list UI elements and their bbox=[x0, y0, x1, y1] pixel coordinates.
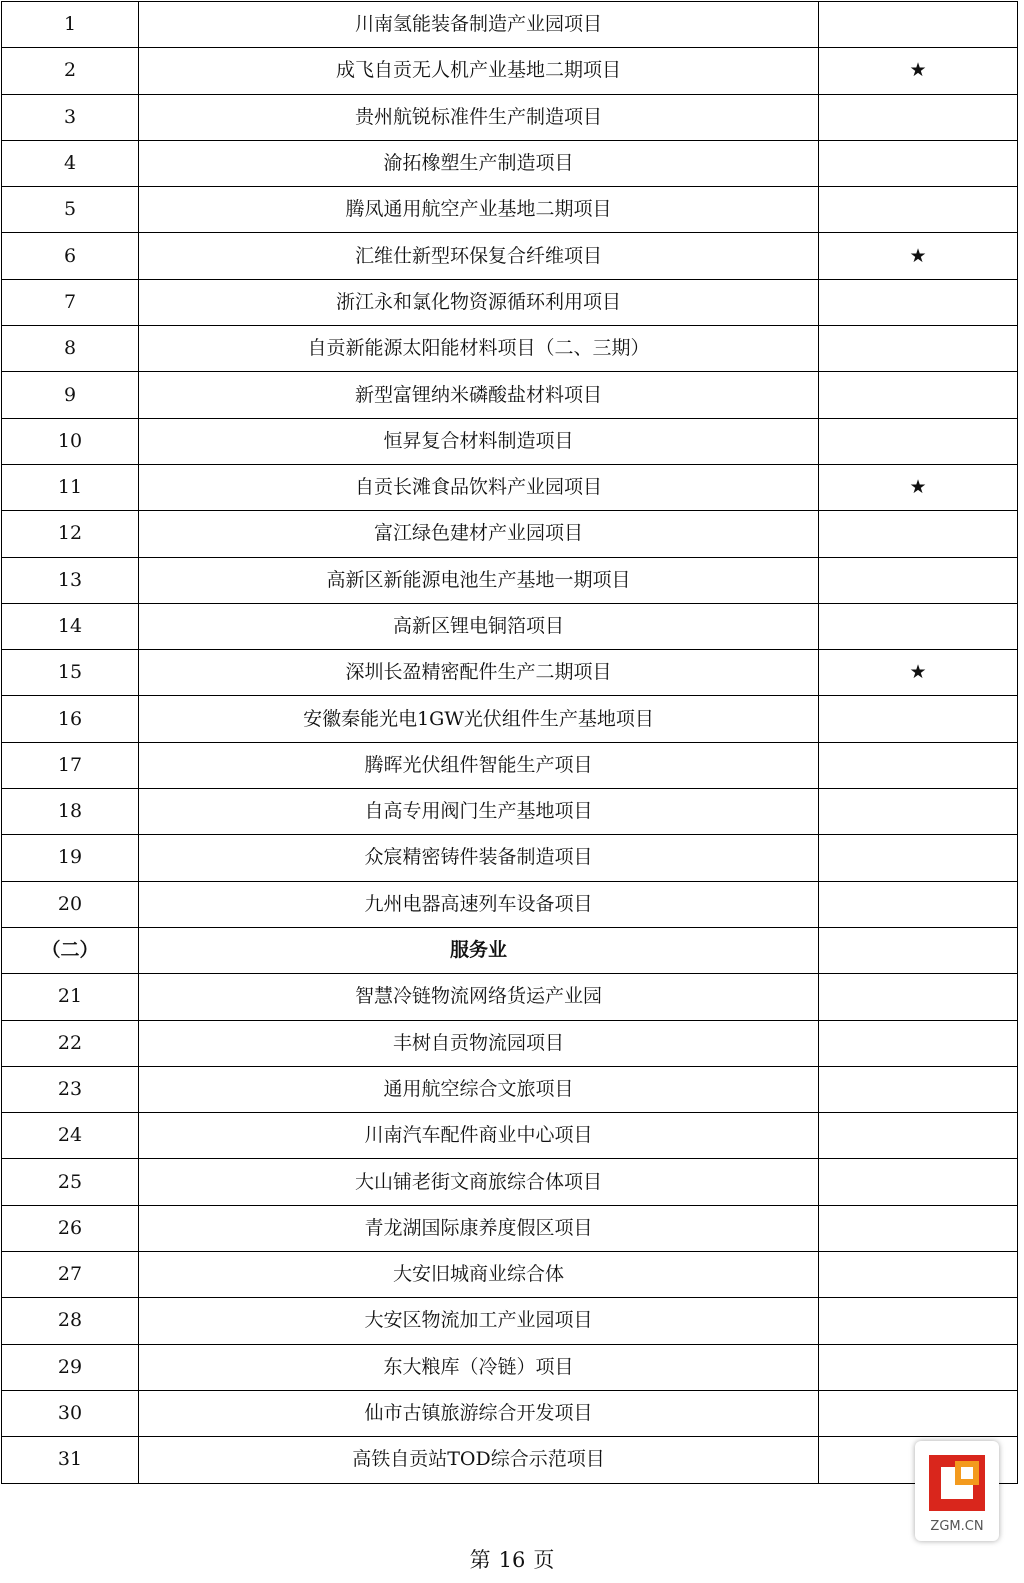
row-number: 19 bbox=[2, 835, 139, 881]
table-row bbox=[2, 1159, 1018, 1205]
star-mark bbox=[819, 372, 1018, 418]
star-mark: ★ bbox=[819, 650, 1018, 696]
star-mark bbox=[819, 2, 1018, 48]
table-row bbox=[2, 789, 1018, 835]
row-number: 5 bbox=[2, 187, 139, 233]
project-name: 腾晖光伏组件智能生产项目 bbox=[139, 742, 819, 788]
row-number: 29 bbox=[2, 1344, 139, 1390]
project-name: 川南汽车配件商业中心项目 bbox=[139, 1113, 819, 1159]
star-mark bbox=[819, 1159, 1018, 1205]
table-row bbox=[2, 48, 1018, 94]
page-prefix: 第 bbox=[469, 1548, 491, 1572]
table-row bbox=[2, 742, 1018, 788]
project-name: 智慧冷链物流网络货运产业园 bbox=[139, 974, 819, 1020]
star-mark bbox=[819, 511, 1018, 557]
star-mark bbox=[819, 1298, 1018, 1344]
project-name: 自贡新能源太阳能材料项目（二、三期） bbox=[139, 326, 819, 372]
project-name: 大安区物流加工产业园项目 bbox=[139, 1298, 819, 1344]
project-name: 渝拓橡塑生产制造项目 bbox=[139, 140, 819, 186]
star-mark bbox=[819, 1252, 1018, 1298]
project-name: 恒昇复合材料制造项目 bbox=[139, 418, 819, 464]
table-row bbox=[2, 233, 1018, 279]
project-name: 腾凤通用航空产业基地二期项目 bbox=[139, 187, 819, 233]
row-number: 22 bbox=[2, 1020, 139, 1066]
project-name: 通用航空综合文旅项目 bbox=[139, 1066, 819, 1112]
star-mark bbox=[819, 742, 1018, 788]
star-mark bbox=[819, 1020, 1018, 1066]
star-mark bbox=[819, 1390, 1018, 1436]
table-row bbox=[2, 2, 1018, 48]
table-row bbox=[2, 1252, 1018, 1298]
project-name: 富江绿色建材产业园项目 bbox=[139, 511, 819, 557]
row-number: 24 bbox=[2, 1113, 139, 1159]
page-number: 16 bbox=[498, 1548, 526, 1572]
table-row bbox=[2, 1298, 1018, 1344]
row-number: 9 bbox=[2, 372, 139, 418]
row-number: 23 bbox=[2, 1066, 139, 1112]
star-mark bbox=[819, 140, 1018, 186]
star-mark bbox=[819, 789, 1018, 835]
table-row bbox=[2, 187, 1018, 233]
project-name: 仙市古镇旅游综合开发项目 bbox=[139, 1390, 819, 1436]
table-row bbox=[2, 94, 1018, 140]
page-footer bbox=[0, 1544, 1024, 1574]
table-row bbox=[2, 1066, 1018, 1112]
row-number: 10 bbox=[2, 418, 139, 464]
project-name: 高铁自贡站TOD综合示范项目 bbox=[139, 1437, 819, 1483]
star-mark bbox=[819, 696, 1018, 742]
star-mark bbox=[819, 1113, 1018, 1159]
table-row bbox=[2, 511, 1018, 557]
project-name: 浙江永和氯化物资源循环利用项目 bbox=[139, 279, 819, 325]
row-number: 18 bbox=[2, 789, 139, 835]
section-row bbox=[2, 927, 1018, 973]
star-mark bbox=[819, 557, 1018, 603]
row-number: 30 bbox=[2, 1390, 139, 1436]
table-row bbox=[2, 418, 1018, 464]
row-number: 20 bbox=[2, 881, 139, 927]
row-number: 27 bbox=[2, 1252, 139, 1298]
row-number: 12 bbox=[2, 511, 139, 557]
table-row bbox=[2, 835, 1018, 881]
table-row bbox=[2, 557, 1018, 603]
row-number: 8 bbox=[2, 326, 139, 372]
star-mark bbox=[819, 187, 1018, 233]
table-row bbox=[2, 1437, 1018, 1483]
page-suffix: 页 bbox=[533, 1548, 555, 1572]
zgm-logo bbox=[915, 1441, 999, 1541]
table-row bbox=[2, 326, 1018, 372]
star-mark bbox=[819, 927, 1018, 973]
star-mark bbox=[819, 603, 1018, 649]
row-number: 13 bbox=[2, 557, 139, 603]
star-mark bbox=[819, 326, 1018, 372]
table-row bbox=[2, 1020, 1018, 1066]
row-number: 1 bbox=[2, 2, 139, 48]
table-row bbox=[2, 140, 1018, 186]
row-number: 31 bbox=[2, 1437, 139, 1483]
project-name: 自贡长滩食品饮料产业园项目 bbox=[139, 464, 819, 510]
row-number: 16 bbox=[2, 696, 139, 742]
table-row bbox=[2, 881, 1018, 927]
project-name: 众宸精密铸件装备制造项目 bbox=[139, 835, 819, 881]
star-mark: ★ bbox=[819, 233, 1018, 279]
project-name: 成飞自贡无人机产业基地二期项目 bbox=[139, 48, 819, 94]
star-mark bbox=[819, 974, 1018, 1020]
star-mark bbox=[819, 835, 1018, 881]
project-name: 大山铺老街文商旅综合体项目 bbox=[139, 1159, 819, 1205]
star-mark bbox=[819, 1066, 1018, 1112]
row-number: 3 bbox=[2, 94, 139, 140]
row-number: 6 bbox=[2, 233, 139, 279]
row-number: 28 bbox=[2, 1298, 139, 1344]
table-row bbox=[2, 279, 1018, 325]
project-table-body bbox=[2, 2, 1018, 1484]
table-row bbox=[2, 603, 1018, 649]
project-name: 深圳长盈精密配件生产二期项目 bbox=[139, 650, 819, 696]
table-row bbox=[2, 1390, 1018, 1436]
star-mark bbox=[819, 418, 1018, 464]
project-name: 大安旧城商业综合体 bbox=[139, 1252, 819, 1298]
row-number: 17 bbox=[2, 742, 139, 788]
table-row bbox=[2, 1205, 1018, 1251]
table-row bbox=[2, 464, 1018, 510]
star-mark bbox=[819, 1344, 1018, 1390]
project-name: 东大粮库（冷链）项目 bbox=[139, 1344, 819, 1390]
project-name: 贵州航锐标准件生产制造项目 bbox=[139, 94, 819, 140]
star-mark bbox=[819, 1205, 1018, 1251]
star-mark bbox=[819, 279, 1018, 325]
project-name: 高新区新能源电池生产基地一期项目 bbox=[139, 557, 819, 603]
row-number: 11 bbox=[2, 464, 139, 510]
star-mark: ★ bbox=[819, 48, 1018, 94]
row-number: 7 bbox=[2, 279, 139, 325]
project-name: 丰树自贡物流园项目 bbox=[139, 1020, 819, 1066]
table-row bbox=[2, 1344, 1018, 1390]
row-number: 26 bbox=[2, 1205, 139, 1251]
row-number: 21 bbox=[2, 974, 139, 1020]
project-name: 高新区锂电铜箔项目 bbox=[139, 603, 819, 649]
row-number: （二） bbox=[2, 927, 139, 973]
table-row bbox=[2, 1113, 1018, 1159]
project-name: 新型富锂纳米磷酸盐材料项目 bbox=[139, 372, 819, 418]
project-name: 自高专用阀门生产基地项目 bbox=[139, 789, 819, 835]
project-name: 川南氢能装备制造产业园项目 bbox=[139, 2, 819, 48]
row-number: 2 bbox=[2, 48, 139, 94]
row-number: 15 bbox=[2, 650, 139, 696]
logo-mark-icon bbox=[925, 1451, 989, 1515]
table-row bbox=[2, 696, 1018, 742]
row-number: 25 bbox=[2, 1159, 139, 1205]
logo-text: ZGM.CN bbox=[930, 1519, 984, 1534]
project-name: 汇维仕新型环保复合纤维项目 bbox=[139, 233, 819, 279]
star-mark bbox=[819, 94, 1018, 140]
table-row bbox=[2, 650, 1018, 696]
project-table bbox=[1, 1, 1018, 1484]
project-name: 青龙湖国际康养度假区项目 bbox=[139, 1205, 819, 1251]
row-number: 14 bbox=[2, 603, 139, 649]
project-name: 安徽秦能光电1GW光伏组件生产基地项目 bbox=[139, 696, 819, 742]
table-row bbox=[2, 974, 1018, 1020]
table-row bbox=[2, 372, 1018, 418]
project-name: 九州电器高速列车设备项目 bbox=[139, 881, 819, 927]
row-number: 4 bbox=[2, 140, 139, 186]
star-mark: ★ bbox=[819, 464, 1018, 510]
star-mark bbox=[819, 881, 1018, 927]
project-name: 服务业 bbox=[139, 927, 819, 973]
